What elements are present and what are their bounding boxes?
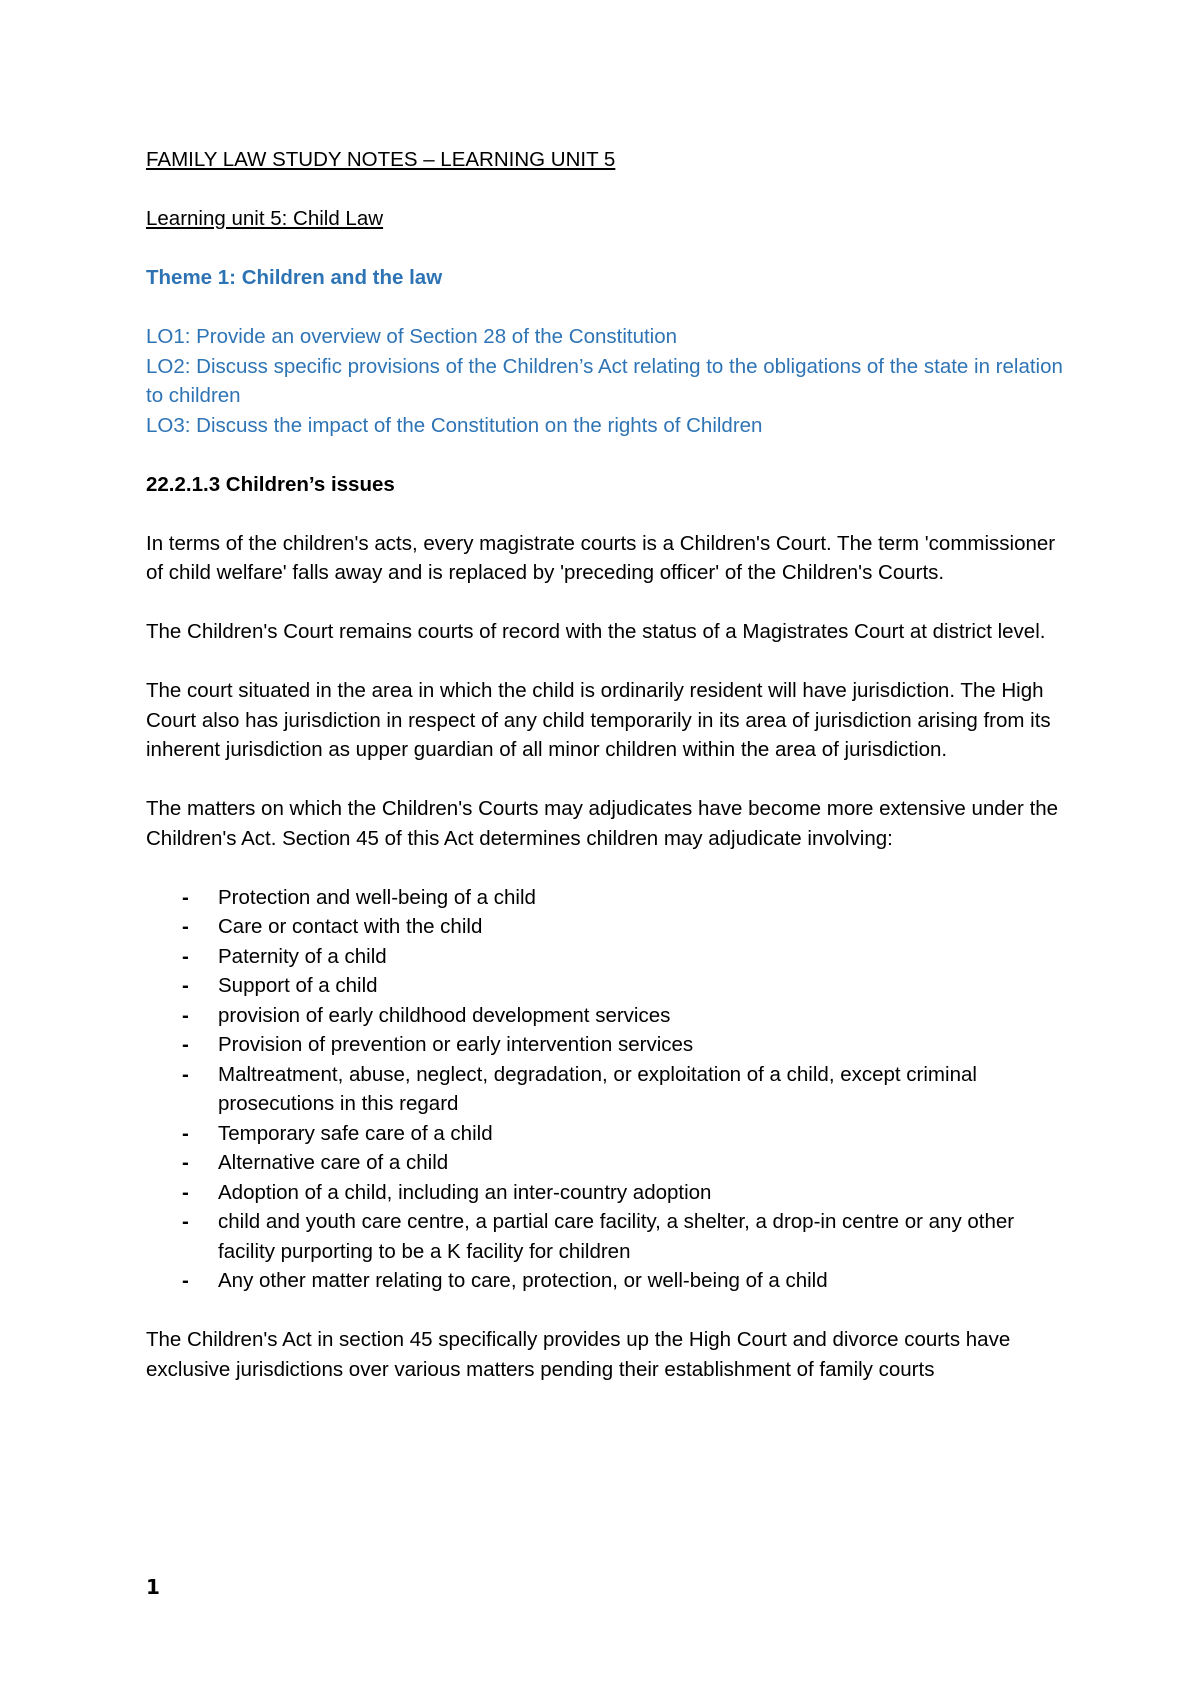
paragraph-jurisdiction: The court situated in the area in which the child is ordinarily resident will have jurisdiction. The High Court also has jurisdiction in respect of any child temporarily in its area of jurisdiction arising from its inherent jurisdiction as upper guardian of all minor children within the area of jurisdiction. — [146, 679, 1051, 761]
spacer — [146, 765, 1076, 795]
list-item-text: Paternity of a child — [218, 944, 387, 968]
list-item-text: Care or contact with the child — [218, 915, 483, 938]
list-item-text: Adoption of a child, including an inter-country adoption — [218, 1180, 712, 1204]
list-item-text: Provision of prevention or early intervention services — [218, 1033, 694, 1056]
dash-bullet: - — [182, 915, 189, 938]
dash-bullet: - — [182, 944, 189, 968]
learning-outcome-2: LO2: Discuss specific provisions of the Children’s Act relating to the obligations of the state in relation to children — [146, 354, 1063, 407]
list-item — [146, 1207, 1076, 1266]
list-item — [146, 1178, 1076, 1208]
learning-outcome-3: LO3: Discuss the impact of the Constitution on the rights of Children — [146, 413, 763, 437]
paragraph-court-of-record: The Children's Court remains courts of record with the status of a Magistrates Court at district level. — [146, 620, 1046, 643]
dash-bullet: - — [182, 974, 189, 997]
spacer — [146, 1296, 1076, 1326]
learning-outcome-1: LO1: Provide an overview of Section 28 of the Constitution — [146, 325, 678, 348]
document-page — [146, 145, 1076, 1384]
dash-bullet: - — [182, 1151, 189, 1174]
spacer — [146, 234, 1076, 264]
list-item — [146, 971, 1076, 1001]
dash-bullet: - — [182, 1121, 189, 1145]
matters-list — [146, 883, 1076, 1296]
dash-bullet: - — [182, 1062, 189, 1086]
section-heading: 22.2.1.3 Children’s issues — [146, 472, 395, 496]
spacer — [146, 853, 1076, 883]
list-item — [146, 1060, 1076, 1119]
list-item — [146, 883, 1076, 913]
paragraph-courts-definition: In terms of the children's acts, every magistrate courts is a Children's Court. The term 'commissioner of child welfare' falls away and is replaced by 'preceding officer' of the Children's Courts. — [146, 531, 1056, 584]
dash-bullet: - — [182, 1033, 189, 1056]
list-item-text: Protection and well-being of a child — [218, 885, 536, 909]
dash-bullet: - — [182, 885, 189, 909]
list-item-text: child and youth care centre, a partial care facility, a shelter, a drop-in centre or any other facility purporting to be a K facility for children — [218, 1210, 1015, 1263]
list-item — [146, 942, 1076, 972]
list-item-text: provision of early childhood development services — [218, 1003, 671, 1027]
paragraph-closing: The Children's Act in section 45 specifically provides up the High Court and divorce courts have exclusive jurisdictions over various matters pending their establishment of family courts — [146, 1328, 1011, 1381]
unit-title: Learning unit 5: Child Law — [146, 207, 384, 230]
list-item-text: Temporary safe care of a child — [218, 1121, 493, 1145]
list-item-text: Maltreatment, abuse, neglect, degradation, or exploitation of a child, except criminal prosecutions in this regard — [218, 1062, 977, 1115]
list-item-text: Alternative care of a child — [218, 1151, 449, 1174]
list-item-text: Support of a child — [218, 974, 378, 997]
list-item — [146, 1030, 1076, 1060]
list-item — [146, 1119, 1076, 1149]
dash-bullet: - — [182, 1210, 189, 1233]
list-item — [146, 1001, 1076, 1031]
spacer — [146, 293, 1076, 323]
theme-title: Theme 1: Children and the law — [146, 266, 443, 289]
dash-bullet: - — [182, 1269, 189, 1292]
paragraph-matters-intro: The matters on which the Children's Courts may adjudicates have become more extensive under the Children's Act. Section 45 of this Act determines children may adjudicate involving: — [146, 797, 1059, 850]
page-number: 1 — [146, 1575, 160, 1599]
spacer — [146, 647, 1076, 677]
spacer — [146, 175, 1076, 205]
list-item — [146, 1266, 1076, 1296]
document-title: FAMILY LAW STUDY NOTES – LEARNING UNIT 5 — [146, 148, 616, 171]
dash-bullet: - — [182, 1180, 189, 1204]
spacer — [146, 499, 1076, 529]
list-item — [146, 912, 1076, 942]
spacer — [146, 588, 1076, 618]
dash-bullet: - — [182, 1003, 189, 1027]
list-item — [146, 1148, 1076, 1178]
spacer — [146, 440, 1076, 470]
list-item-text: Any other matter relating to care, protection, or well-being of a child — [218, 1269, 828, 1292]
